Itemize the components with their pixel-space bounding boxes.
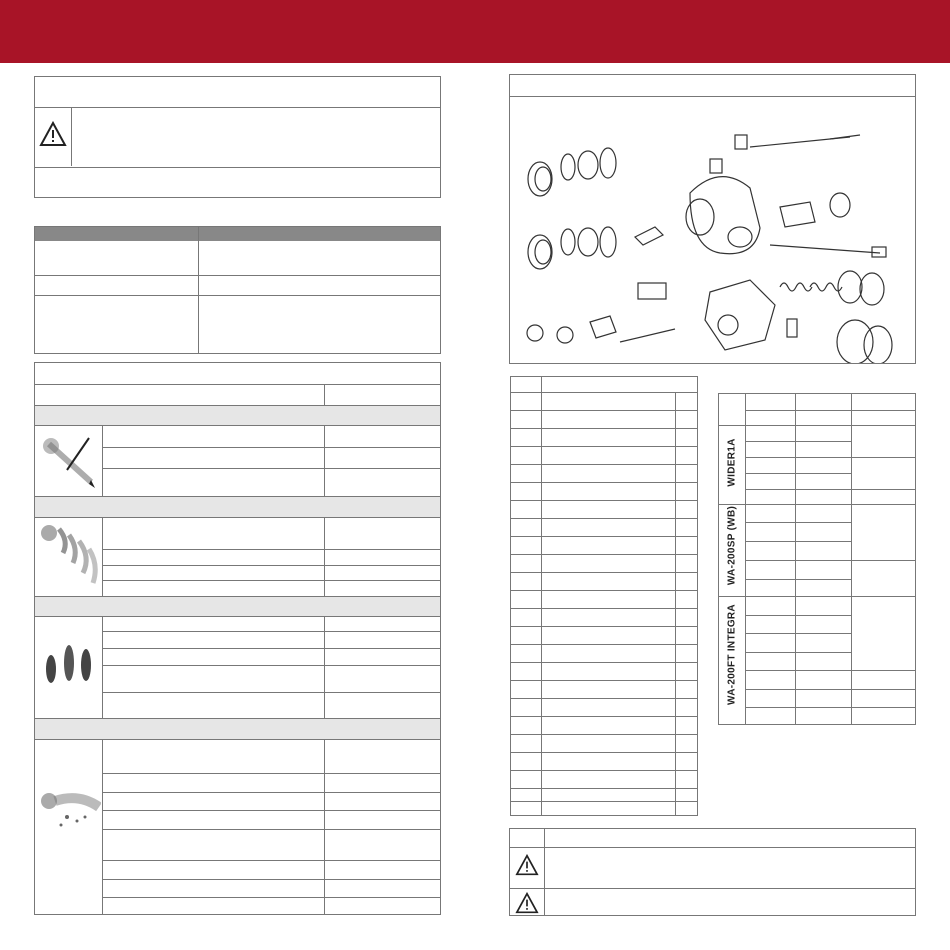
exploded-diagram xyxy=(509,74,916,364)
footer-warnings xyxy=(509,828,916,916)
model-label-wa200ft: WA-200FT INTEGRA xyxy=(726,604,738,705)
warning-triangle-icon xyxy=(515,892,539,914)
maintenance-table xyxy=(34,226,441,354)
spray-fluttering-illustration xyxy=(39,521,101,591)
header-banner xyxy=(0,0,950,63)
warning-triangle-icon xyxy=(39,121,67,147)
parts-list-table xyxy=(510,376,698,816)
model-label-wider1a: WIDER1A xyxy=(726,438,738,487)
troubleshooting-table xyxy=(34,362,441,915)
warning-box xyxy=(34,76,441,198)
spray-pattern-illustration xyxy=(39,633,99,693)
warning-triangle-icon xyxy=(515,854,539,876)
spitting-spray-illustration xyxy=(39,773,101,843)
model-table xyxy=(718,393,916,725)
model-label-wa200sp: WA-200SP (WB) xyxy=(726,505,738,586)
bent-needle-illustration xyxy=(39,430,99,490)
exploded-parts-illustration xyxy=(510,97,915,363)
